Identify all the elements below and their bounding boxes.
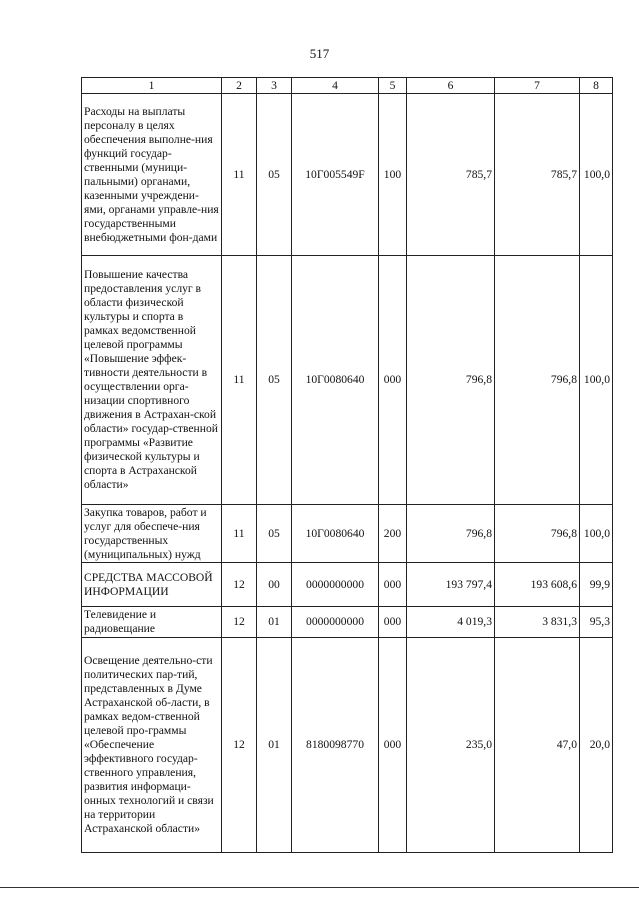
header-cell: 5 <box>379 78 407 94</box>
executed-amount: 193 608,6 <box>495 563 580 607</box>
planned-amount: 796,8 <box>407 505 495 563</box>
planned-amount: 785,7 <box>407 94 495 256</box>
expense-type-code: 200 <box>379 505 407 563</box>
planned-amount: 193 797,4 <box>407 563 495 607</box>
execution-percent: 100,0 <box>580 505 613 563</box>
row-name: Расходы на выплаты персоналу в целях обеспечения выполне-ния функций государ-ственными (муници-пальными) органами, казенными учреждени-ями, органами управле-ния государственными внебюджетными фон-дами <box>82 94 222 256</box>
expense-type-code: 000 <box>379 638 407 853</box>
executed-amount: 796,8 <box>495 256 580 505</box>
header-cell: 7 <box>495 78 580 94</box>
table-row <box>82 94 613 256</box>
table-row <box>82 256 613 505</box>
table-row <box>82 563 613 607</box>
target-article-code: 10Г0080640 <box>292 256 379 505</box>
section-code: 11 <box>222 505 257 563</box>
section-code: 12 <box>222 638 257 853</box>
target-article-code: 0000000000 <box>292 607 379 638</box>
row-name: Телевидение и радиовещание <box>82 607 222 638</box>
header-cell: 6 <box>407 78 495 94</box>
target-article-code: 10Г005549F <box>292 94 379 256</box>
target-article-code: 0000000000 <box>292 563 379 607</box>
expense-type-code: 000 <box>379 563 407 607</box>
table-row <box>82 505 613 563</box>
planned-amount: 4 019,3 <box>407 607 495 638</box>
planned-amount: 235,0 <box>407 638 495 853</box>
subsection-code: 05 <box>257 505 292 563</box>
header-cell: 2 <box>222 78 257 94</box>
row-name: Повышение качества предоставления услуг в области физической культуры и спорта в рамках ведомственной целевой программы «Повышение эффек-тивности деятельности в осуществлении орга-низации спортивного движения в Астрахан-ской области» государ-ственной программы «Развитие физической культуры и спорта в Астраханской области» <box>82 256 222 505</box>
execution-percent: 100,0 <box>580 94 613 256</box>
subsection-code: 01 <box>257 638 292 853</box>
table-row <box>82 638 613 853</box>
page-number: 517 <box>309 46 330 61</box>
header-cell: 1 <box>82 78 222 94</box>
subsection-code: 05 <box>257 256 292 505</box>
planned-amount: 796,8 <box>407 256 495 505</box>
table-row <box>82 607 613 638</box>
executed-amount: 796,8 <box>495 505 580 563</box>
executed-amount: 785,7 <box>495 94 580 256</box>
subsection-code: 01 <box>257 607 292 638</box>
target-article-code: 10Г0080640 <box>292 505 379 563</box>
expense-type-code: 000 <box>379 607 407 638</box>
header-row <box>82 78 613 94</box>
header-cell: 4 <box>292 78 379 94</box>
header-cell: 3 <box>257 78 292 94</box>
execution-percent: 100,0 <box>580 256 613 505</box>
executed-amount: 47,0 <box>495 638 580 853</box>
section-code: 12 <box>222 607 257 638</box>
execution-percent: 99,9 <box>580 563 613 607</box>
subsection-code: 05 <box>257 94 292 256</box>
execution-percent: 20,0 <box>580 638 613 853</box>
section-code: 12 <box>222 563 257 607</box>
section-code: 11 <box>222 256 257 505</box>
row-name: СРЕДСТВА МАССОВОЙ ИНФОРМАЦИИ <box>82 563 222 607</box>
executed-amount: 3 831,3 <box>495 607 580 638</box>
target-article-code: 8180098770 <box>292 638 379 853</box>
row-name: Освещение деятельно-сти политических пар-тий, представленных в Думе Астраханской об-ласти, в рамках ведом-ственной целевой про-граммы «Обеспечение эффективного государ-ственного управления, развития информаци-онных технологий и связи на территории Астраханской области» <box>82 638 222 853</box>
header-cell: 8 <box>580 78 613 94</box>
execution-percent: 95,3 <box>580 607 613 638</box>
expense-type-code: 000 <box>379 256 407 505</box>
section-code: 11 <box>222 94 257 256</box>
expense-type-code: 100 <box>379 94 407 256</box>
row-name: Закупка товаров, работ и услуг для обеспече-ния государственных (муниципальных) нужд <box>82 505 222 563</box>
subsection-code: 00 <box>257 563 292 607</box>
budget-table <box>81 77 613 853</box>
page-bottom-rule <box>0 887 639 888</box>
